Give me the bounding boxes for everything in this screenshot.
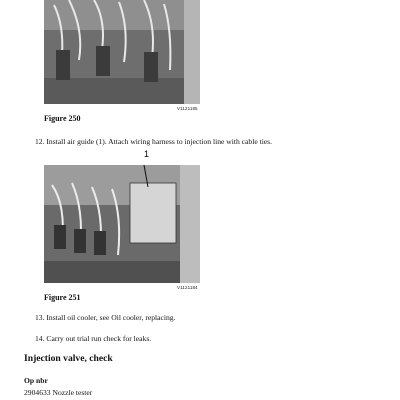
figure-251-code: V1121184 — [177, 285, 198, 290]
tool-line: 2904633 Nozzle tester — [24, 388, 93, 397]
step-12: 12. Install air guide (1). Attach wiring harness to injection line with cable ties. — [35, 137, 273, 146]
step-14: 14. Carry out trial run check for leaks. — [35, 334, 152, 343]
figure-251-photo — [44, 165, 200, 283]
figure-250-photo — [44, 0, 200, 104]
figure-251-caption: Figure 251 — [44, 293, 81, 302]
figure-250-caption: Figure 250 — [44, 114, 81, 123]
step-13: 13. Install oil cooler, see Oil cooler, replacing. — [35, 313, 176, 322]
engine-photo-graphic — [44, 165, 200, 283]
section-heading: Injection valve, check — [24, 353, 113, 364]
callout-label-1: 1 — [144, 149, 150, 159]
figure-250-code: V1121185 — [177, 106, 198, 111]
engine-photo-graphic — [44, 0, 200, 104]
op-number-label: Op nbr — [24, 376, 48, 385]
